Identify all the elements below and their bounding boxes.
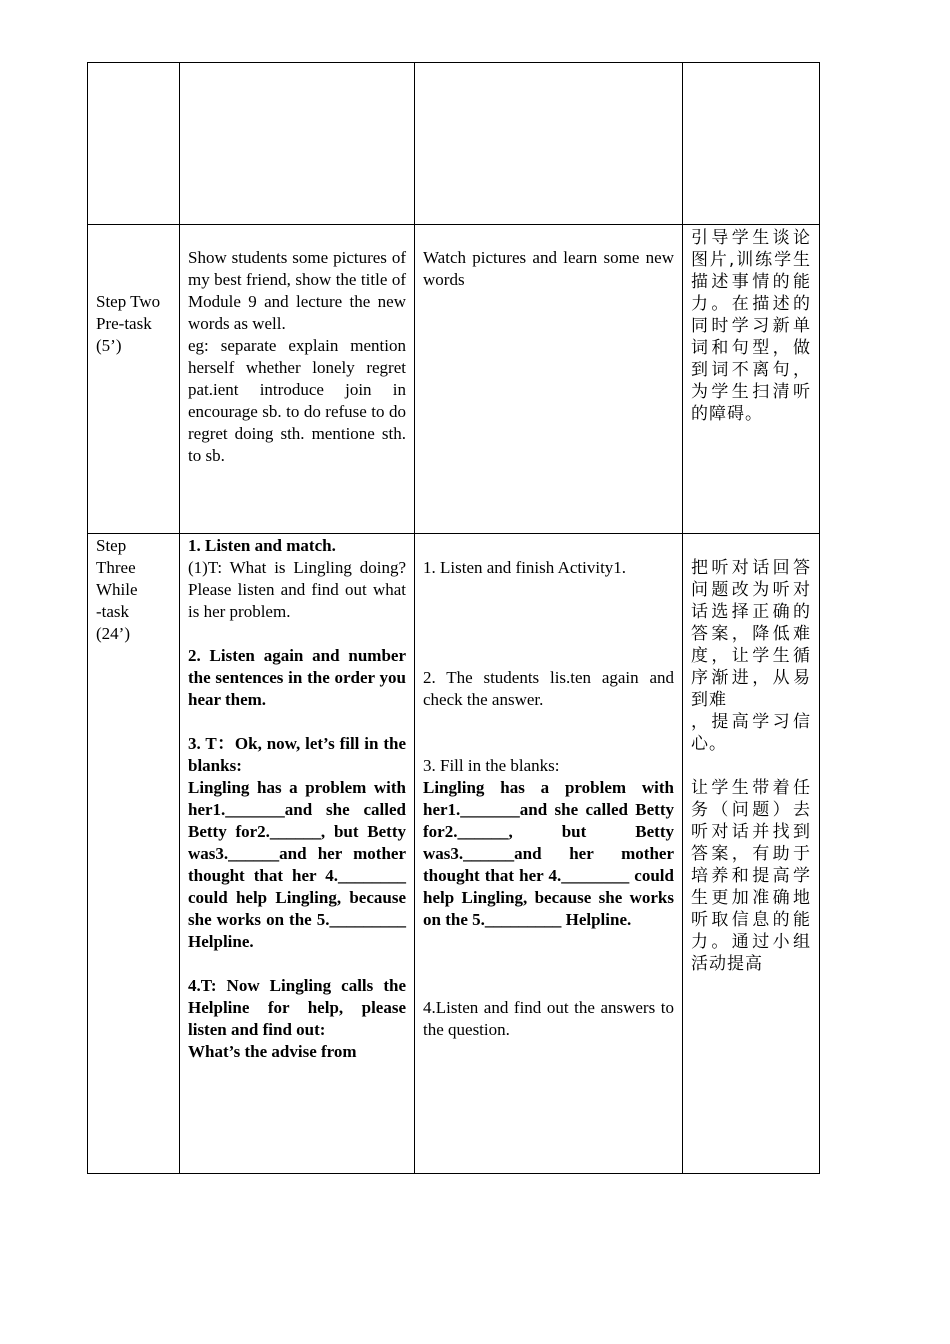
cell-step-empty xyxy=(88,63,180,225)
cell-students-step-three xyxy=(415,534,683,1174)
student-step-2: 2. The students lis.ten again and check the answer. xyxy=(423,668,674,709)
table-row-step-three xyxy=(88,534,820,1174)
task-2: 2. Listen again and number the sentences in the order you hear them. xyxy=(188,646,406,709)
student-step-4: 4.Listen and find out the answers to the question. xyxy=(423,998,674,1039)
cell-purpose-step-three xyxy=(683,534,820,1174)
cell-step-three xyxy=(88,534,180,1174)
cell-teacher-step-three xyxy=(180,534,415,1174)
purpose-text-1: 把听对话回答问题改为听对话选择正确的答案，降低难度，让学生循序渐进，从易到难 xyxy=(691,558,811,710)
cell-students-empty xyxy=(415,63,683,225)
task-1-body: (1)T: What is Lingling doing? Please listen and find out what is her problem. xyxy=(188,558,406,621)
cell-teacher-empty xyxy=(180,63,415,225)
step-number: Three xyxy=(96,558,136,577)
lesson-plan-table xyxy=(87,62,820,1174)
students-activity: Watch pictures and learn some new words xyxy=(423,248,674,289)
task-3-title: 3. T：Ok, now, let’s fill in the blanks: xyxy=(188,734,406,775)
task-4-title: 4.T: Now Lingling calls the Helpline for help, please listen and find out: xyxy=(188,976,406,1039)
student-step-1: 1. Listen and finish Activity1. xyxy=(423,558,627,577)
task-4-question: What’s the advise from xyxy=(188,1042,357,1061)
step-time: (24’) xyxy=(96,624,130,643)
purpose-text: 引导学生谈论图片,训练学生描述事情的能力。在描述的同时学习新单词和句型，做到词不离句，为学生扫清听的障碍。 xyxy=(691,228,811,424)
cell-step-two xyxy=(88,225,180,534)
step-time: (5’) xyxy=(96,336,122,355)
cell-purpose-step-two xyxy=(683,225,820,534)
student-step-3-title: 3. Fill in the blanks: xyxy=(423,756,560,775)
step-name: Step xyxy=(96,536,127,555)
cell-purpose-empty xyxy=(683,63,820,225)
step-phase-suffix: -task xyxy=(96,602,130,621)
task-1-title: 1. Listen and match. xyxy=(188,536,336,555)
step-name: Step Two xyxy=(96,292,161,311)
cell-students-step-two xyxy=(415,225,683,534)
teacher-activity: Show students some pictures of my best friend, show the title of Module 9 and lecture the new words as well. xyxy=(188,248,406,333)
cell-teacher-step-two xyxy=(180,225,415,534)
step-phase: While xyxy=(96,580,138,599)
purpose-text-2: 让学生带着任务（问题）去听对话并找到答案，有助于培养和提高学生更加准确地听取信息的能力。通过小组活动提高 xyxy=(691,778,811,974)
new-words-list: eg: separate explain mention herself whether lonely regret pat.ient introduce join in encourage sb. to do refuse to do regret doing sth. mentione sth. to sb. xyxy=(188,336,406,465)
table-row-step-two xyxy=(88,225,820,534)
purpose-text-1b: ，提高学习信心。 xyxy=(691,712,811,754)
student-step-3-blanks: Lingling has a problem with her1._______and she called Betty for2.______, but Betty was3.______and her mother thought that her 4.________ could help Lingling, because she works on the 5._________ Helpline. xyxy=(423,778,674,929)
step-phase: Pre-task xyxy=(96,314,152,333)
table-row-empty xyxy=(88,63,820,225)
task-3-blanks: Lingling has a problem with her1._______and she called Betty for2.______, but Betty was3.______and her mother thought that her 4.________ could help Lingling, because she works on the 5._________ Helpline. xyxy=(188,778,406,951)
